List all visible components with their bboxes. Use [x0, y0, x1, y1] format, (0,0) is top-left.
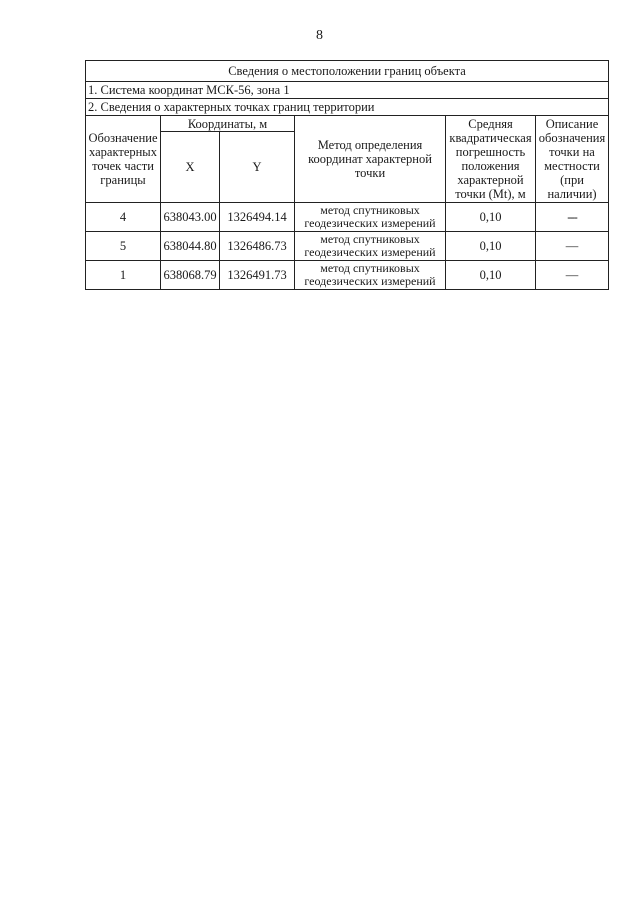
page-number: 8 [316, 28, 323, 43]
cell-description: — [536, 232, 609, 261]
header-y: Y [220, 132, 295, 203]
cell-error: 0,10 [446, 261, 536, 290]
cell-description: — [536, 261, 609, 290]
table-row [86, 232, 609, 261]
cell-point: 4 [86, 203, 161, 232]
table-title: Сведения о местоположении границ объекта [86, 61, 609, 82]
header-coordinates: Координаты, м [161, 116, 295, 132]
cell-x: 638068.79 [161, 261, 220, 290]
cell-point: 5 [86, 232, 161, 261]
cell-method: метод спутниковых геодезических измерений [295, 232, 446, 261]
cell-y: 1326494.14 [220, 203, 295, 232]
cell-error: 0,10 [446, 232, 536, 261]
table-row [86, 203, 609, 232]
cell-method: метод спутниковых геодезических измерений [295, 261, 446, 290]
header-point-description: Описание обозначения точки на местности (при наличии) [536, 116, 609, 203]
cell-y: 1326486.73 [220, 232, 295, 261]
header-point-designation: Обозначение характерных точек части границы [86, 116, 161, 203]
cell-method: метод спутниковых геодезических измерений [295, 203, 446, 232]
header-mean-square-error: Средняя квадратическая погрешность положения характерной точки (Mt), м [446, 116, 536, 203]
cell-description: --- [536, 203, 609, 232]
cell-x: 638044.80 [161, 232, 220, 261]
header-method: Метод определения координат характерной точки [295, 116, 446, 203]
header-x: X [161, 132, 220, 203]
boundary-points-table [85, 60, 609, 290]
section-characteristic-points: 2. Сведения о характерных точках границ территории [86, 99, 609, 116]
cell-error: 0,10 [446, 203, 536, 232]
table-row [86, 261, 609, 290]
cell-point: 1 [86, 261, 161, 290]
section-coordinate-system: 1. Система координат МСК-56, зона 1 [86, 82, 609, 99]
cell-x: 638043.00 [161, 203, 220, 232]
cell-y: 1326491.73 [220, 261, 295, 290]
